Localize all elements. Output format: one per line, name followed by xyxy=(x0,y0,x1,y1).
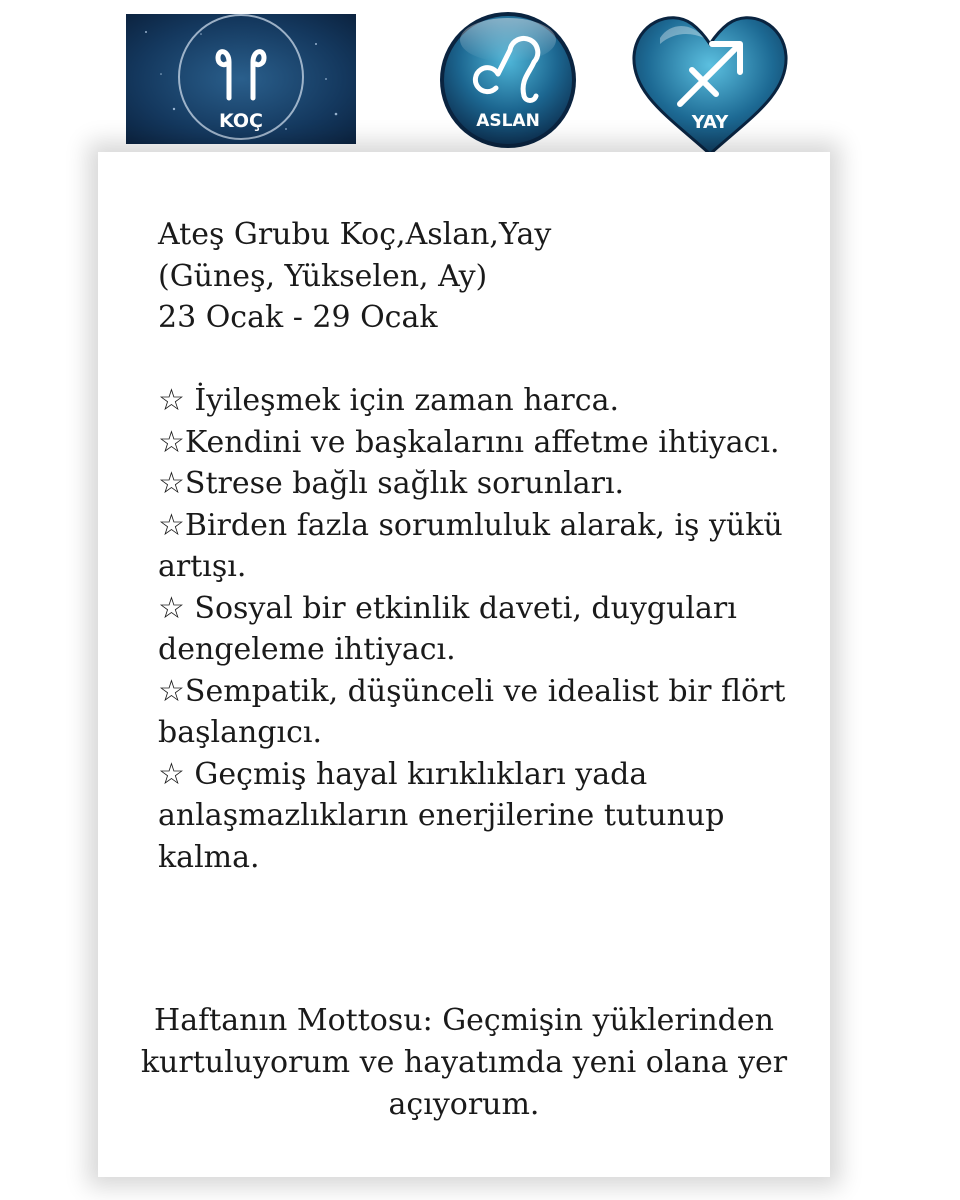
horoscope-card xyxy=(98,152,830,1177)
list-item: ☆ İyileşmek için zaman harca. xyxy=(158,383,619,418)
list-item: ☆ Sosyal bir etkinlik daveti, duyguları dengeleme ihtiyacı. xyxy=(158,590,737,667)
koc-badge xyxy=(126,14,356,144)
yay-badge xyxy=(630,8,790,158)
list-item: ☆Birden fazla sorumluluk alarak, iş yükü artışı. xyxy=(158,507,783,584)
aslan-badge xyxy=(438,10,578,150)
list-item: ☆Strese bağlı sağlık sorunları. xyxy=(158,466,625,501)
aslan-label: ASLAN xyxy=(476,111,540,131)
list-item: ☆ Geçmiş hayal kırıklıkları yada anlaşmazlıkların enerjilerine tutunup kalma. xyxy=(158,756,725,875)
weekly-motto: Haftanın Mottosu: Geçmişin yüklerinden kurtuluyorum ve hayatımda yeni olana yer açıyorum. xyxy=(140,1003,788,1122)
koc-label: KOÇ xyxy=(219,110,263,132)
card-body xyxy=(158,214,818,878)
header-line-planets: (Güneş, Yükselen, Ay) xyxy=(158,258,488,294)
list-item: ☆Kendini ve başkalarını affetme ihtiyacı. xyxy=(158,424,780,460)
header-line-group: Ateş Grubu Koç,Aslan,Yay xyxy=(158,217,552,252)
header-line-dates: 23 Ocak - 29 Ocak xyxy=(158,300,438,335)
yay-label: YAY xyxy=(691,112,729,133)
list-item: ☆Sempatik, düşünceli ve idealist bir flört başlangıcı. xyxy=(158,673,786,750)
